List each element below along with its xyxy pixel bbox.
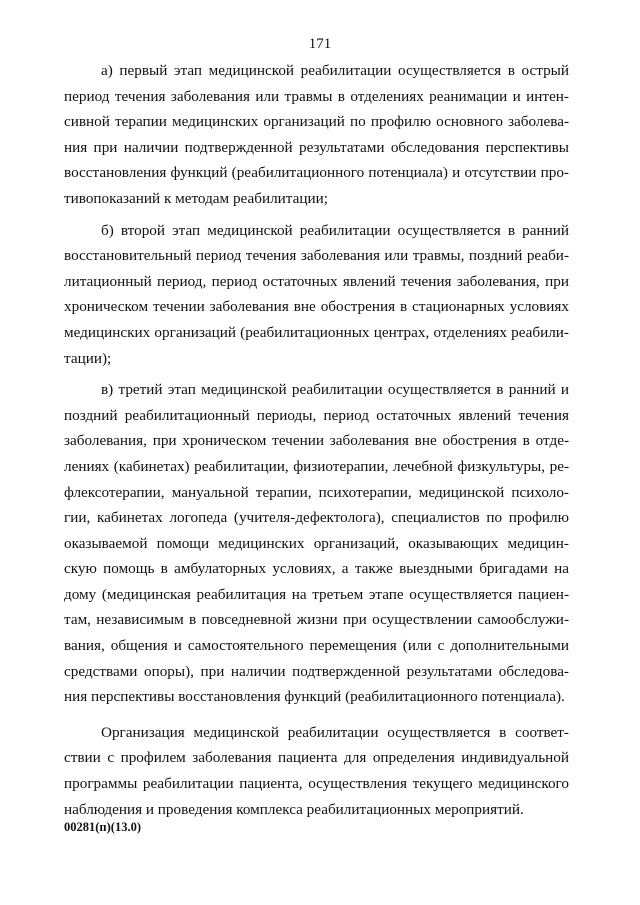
text-line: программы реабилитации пациента, осуществления текущего медицинского [64,775,569,793]
text-line: ствии с профилем заболевания пациента для определения индивидуальной [64,749,569,767]
page-number: 171 [308,36,332,52]
text-line: дому (медицинская реабилитация на третьем этапе осуществляется пациен- [64,585,569,603]
text-line: вания, общения и самостоятельного перемещения (или с дополнительными [64,637,569,655]
document-code: 00281(п)(13.0) [64,820,141,834]
text-line: оказываемой помощи медицинских организаций, оказывающих медицин- [64,534,569,552]
text-line: поздний реабилитационный периоды, период остаточных явлений течения [64,406,569,424]
paragraph-stage-three [64,377,569,710]
text-line: хроническом течении заболевания вне обострения в стационарных условиях [64,298,569,316]
text-line: литационный период, период остаточных явлений течения заболевания, при [64,272,569,290]
paragraph-stage-two [64,218,569,372]
text-line: наблюдения и проведения комплекса реабилитационных мероприятий. [64,800,524,818]
text-line: флексотерапии, мануальной терапии, психотерапии, медицинской психоло- [64,483,569,501]
text-line: б) второй этап медицинской реабилитации осуществляется в ранний [101,221,569,239]
text-line: период течения заболевания или травмы в отделениях реанимации и интен- [64,87,569,105]
paragraph-organization [64,720,569,822]
text-line: гии, кабинетах логопеда (учителя-дефектолога), специалистов по профилю [64,509,569,527]
text-line: тации); [64,349,112,367]
document-body [64,58,569,822]
text-line: средствами опоры), при наличии подтвержденной результатами обследова- [64,662,569,680]
text-line: медицинских организаций (реабилитационных центрах, отделениях реабили- [64,323,569,341]
text-line: восстановления функций (реабилитационного потенциала) и отсутствии про- [64,164,569,182]
text-line: ния перспективы восстановления функций (реабилитационного потенциала). [64,688,565,706]
text-line: там, независимым в повседневной жизни при осуществлении самообслужи- [64,611,569,629]
text-line: Организация медицинской реабилитации осуществляется в соответ- [101,723,569,741]
text-line: ния при наличии подтвержденной результатами обследования перспективы [64,138,569,156]
text-line: сивной терапии медицинских организаций по профилю основного заболева- [64,113,569,131]
text-line: заболевания, при хроническом течении заболевания вне обострения в отде- [64,432,569,450]
text-line: лениях (кабинетах) реабилитации, физиотерапии, лечебной физкультуры, ре- [64,457,569,475]
text-line: скую помощь в амбулаторных условиях, а также выездными бригадами на [64,560,569,578]
paragraph-stage-one [64,58,569,212]
text-line: восстановительный период течения заболевания или травмы, поздний реаби- [64,247,569,265]
text-line: а) первый этап медицинской реабилитации осуществляется в острый [101,62,569,79]
text-line: тивопоказаний к методам реабилитации; [64,189,328,207]
text-line: в) третий этап медицинской реабилитации осуществляется в ранний и [101,381,569,399]
